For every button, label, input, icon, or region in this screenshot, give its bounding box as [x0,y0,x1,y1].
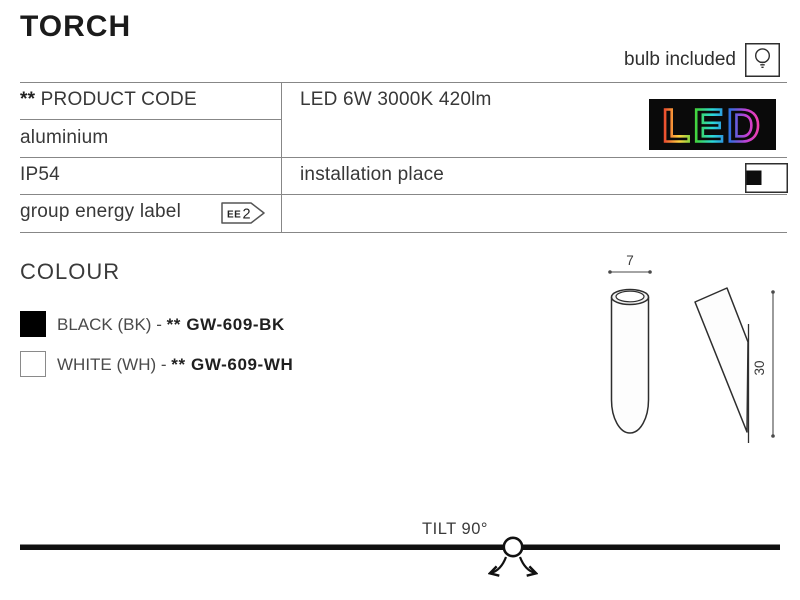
product-code-prefix: ** [20,89,36,110]
swatch-black [20,311,46,337]
technical-drawing [580,240,800,460]
table-column-divider [281,82,282,232]
table-border-top [20,82,787,83]
page-title: TORCH [20,10,132,43]
energy-label-cell: group energy label [20,201,181,222]
product-code-label: PRODUCT CODE [35,89,197,110]
colour-option-black [57,315,285,335]
energy-badge-value: 2 [242,206,251,223]
energy-class-badge [221,202,267,224]
table-row-divider-2 [20,157,787,158]
led-logo [649,99,776,150]
material-cell: aluminium [20,127,109,148]
height-dimension-label: 30 [752,360,767,376]
energy-badge-prefix: EE [227,209,242,221]
colour-code-white: ** GW-609-WH [171,355,294,374]
colour-name-white: WHITE (WH) - [57,355,172,374]
table-row-divider-1 [20,119,281,120]
bulb-icon [745,43,780,77]
diameter-dimension-label: 7 [626,253,634,268]
colour-heading: COLOUR [20,259,121,284]
ip-rating-cell: IP54 [20,164,60,185]
product-code-cell [20,89,197,111]
pivot-circle [504,538,522,556]
tilt-diagram [0,515,800,600]
tilt-arrow-right [520,557,535,573]
tilt-axis-line [20,545,780,551]
lamp-spec-cell: LED 6W 3000K 420lm [300,89,492,110]
tilt-arrow-left [491,557,506,573]
tilt-label: TILT 90° [422,520,488,538]
swatch-white [20,351,46,377]
led-logo-text: LED [662,99,763,150]
wall-mount-icon [745,163,788,193]
table-row-divider-3 [20,194,787,195]
colour-code-black: ** GW-609-BK [166,315,285,334]
colour-option-white [57,355,293,375]
colour-name-black: BLACK (BK) - [57,315,167,334]
installation-place-cell: installation place [300,164,445,185]
table-border-bottom [20,232,787,233]
bulb-included-label: bulb included [624,49,736,70]
